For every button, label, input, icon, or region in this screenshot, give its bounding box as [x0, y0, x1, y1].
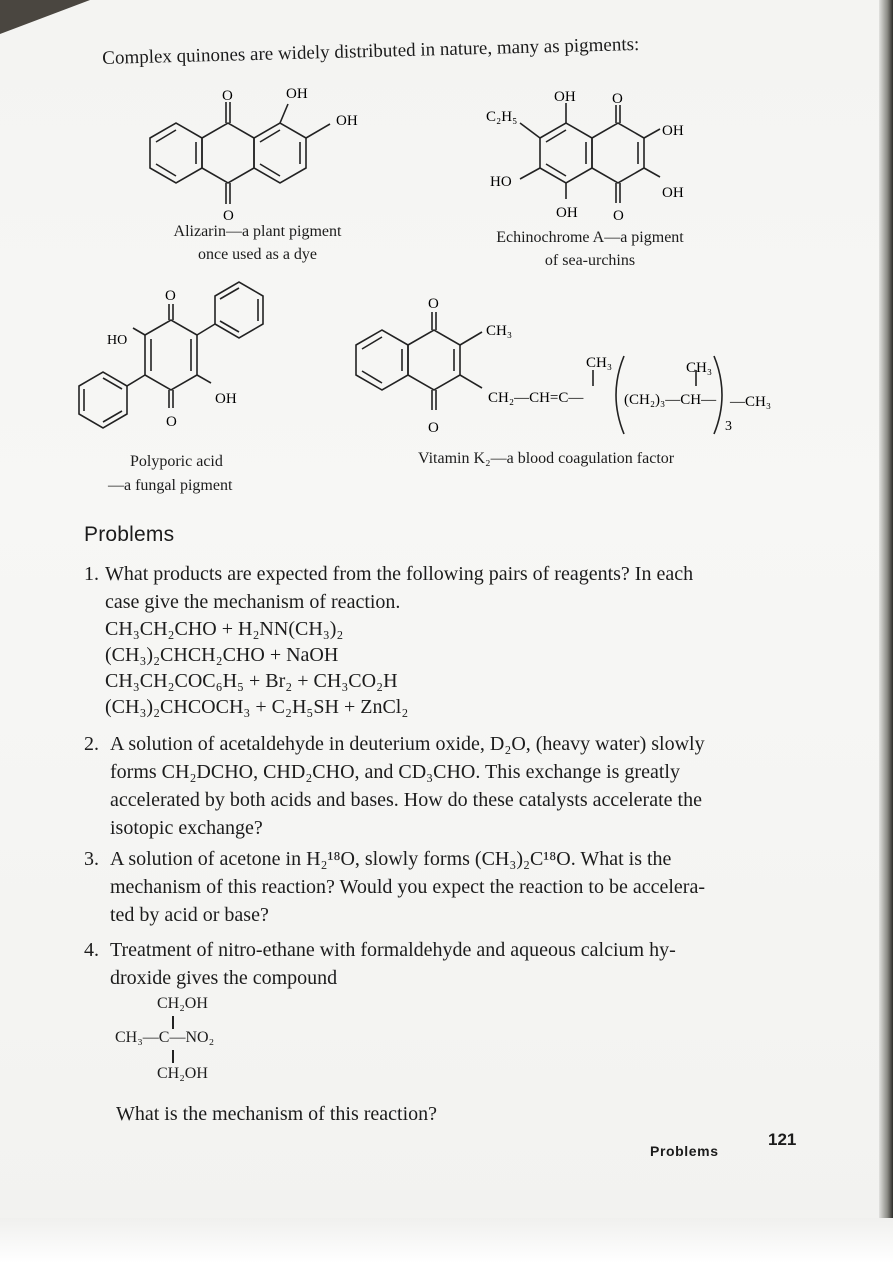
section-title: Problems — [84, 523, 175, 546]
problem-1-number: 1. — [84, 563, 99, 585]
vitamin-k2-chain-end: —CH₃ — [730, 394, 772, 410]
problem-1-reaction-3: CH₃CH₂COC₆H₅ + Br₂ + CH₃CO₂H — [105, 670, 398, 692]
alizarin-structure — [140, 80, 370, 225]
page-number: 121 — [768, 1130, 797, 1149]
compound-bond-bottom — [172, 1050, 174, 1063]
running-footer-label: Problems — [650, 1143, 719, 1159]
problem-2 — [84, 730, 789, 842]
problem-1-reaction-1: CH₃CH₂CHO + H₂NN(CH₃)₂ — [105, 618, 344, 640]
problem-1-reaction-4: (CH₃)₂CHCOCH₃ + C₂H₅SH + ZnCl₂ — [105, 696, 409, 718]
alizarin-o-top: O — [222, 88, 233, 104]
polyporic-caption — [108, 450, 233, 498]
echinochrome-c2h5: C₂H₅ — [486, 109, 518, 125]
compound-top-group: CH₂OH — [157, 995, 208, 1012]
polyporic-ho: HO — [107, 333, 128, 348]
vitamin-k2-o-bottom: O — [428, 420, 439, 436]
problem-3-line-3: ted by acid or base? — [110, 904, 269, 926]
problem-3-line-1: A solution of acetone in H₂¹⁸O, slowly forms (CH₃)₂C¹⁸O. What is the — [110, 848, 672, 870]
problem-1-reaction-2: (CH₃)₂CHCH₂CHO + NaOH — [105, 644, 339, 666]
compound-bottom-group: CH₂OH — [157, 1065, 208, 1082]
echinochrome-ho-left: HO — [490, 174, 512, 190]
polyporic-acid-structure — [75, 280, 285, 440]
problem-3-number: 3. — [84, 848, 99, 870]
echinochrome-oh-top: OH — [554, 89, 576, 105]
problem-4-closing: What is the mechanism of this reaction? — [116, 1103, 438, 1125]
problem-2-line-4: isotopic exchange? — [110, 817, 263, 839]
vitamin-k2-caption: Vitamin K₂—a blood coagulation factor — [418, 450, 675, 467]
vitamin-k2-ch3-b: CH₃ — [686, 360, 713, 376]
polyporic-caption-line2: —a fungal pigment — [108, 477, 233, 494]
problem-3-line-2: mechanism of this reaction? Would you expect the reaction to be accelera- — [110, 876, 705, 898]
vitamin-k2-repeat: 3 — [725, 419, 732, 434]
vitamin-k2-o-top: O — [428, 296, 439, 312]
polyporic-o-top: O — [165, 288, 176, 304]
compound-bond-top — [172, 1016, 174, 1029]
alizarin-oh-top: OH — [286, 86, 308, 102]
alizarin-caption-line1: Alizarin—a plant pigment — [173, 223, 342, 240]
echinochrome-caption-line1: Echinochrome A—a pigment — [496, 229, 684, 246]
problem-4-line-2: droxide gives the compound — [110, 967, 338, 989]
echinochrome-oh-right-bottom: OH — [662, 185, 684, 201]
vitamin-k2-chain-mid: (CH₂)₃—CH— — [624, 392, 717, 408]
alizarin-oh-right: OH — [336, 113, 358, 129]
polyporic-oh: OH — [215, 391, 237, 407]
problem-2-number: 2. — [84, 733, 99, 755]
problem-1 — [84, 560, 784, 720]
problem-4-compound — [115, 995, 255, 1090]
compound-center-group: CH₃—C—NO₂ — [115, 1029, 215, 1046]
binding-edge — [879, 0, 893, 1263]
problem-2-line-2: forms CH₂DCHO, CHD₂CHO, and CD₃CHO. This exchange is greatly — [110, 761, 680, 783]
polyporic-caption-line1: Polyporic acid — [130, 453, 223, 470]
page-bottom-margin — [0, 1218, 893, 1263]
problem-4-line-1: Treatment of nitro-ethane with formaldehyde and aqueous calcium hy- — [110, 939, 676, 961]
alizarin-caption — [150, 220, 365, 266]
problem-2-line-3: accelerated by both acids and bases. How do these catalysts accelerate the — [110, 789, 702, 811]
echinochrome-oh-bottom: OH — [556, 205, 578, 221]
alizarin-caption-line2: once used as a dye — [197, 246, 318, 263]
problem-4-number: 4. — [84, 939, 99, 961]
echinochrome-caption — [475, 226, 705, 272]
polyporic-o-bottom: O — [166, 414, 177, 430]
vitamin-k2-ch3-ring: CH₃ — [486, 323, 513, 339]
echinochrome-structure — [480, 85, 710, 225]
echinochrome-oh-right-top: OH — [662, 123, 684, 139]
problem-3 — [84, 845, 794, 929]
vitamin-k2-structure — [350, 290, 805, 440]
problem-1-line-1: What products are expected from the following pairs of reagents? In each — [105, 563, 694, 585]
problem-2-line-1: A solution of acetaldehyde in deuterium oxide, D₂O, (heavy water) slowly — [110, 733, 705, 755]
vitamin-k2-ch3-a: CH₃ — [586, 355, 613, 371]
echinochrome-o-top: O — [612, 91, 623, 107]
page-corner-shadow — [0, 0, 90, 34]
problem-1-line-2: case give the mechanism of reaction. — [105, 591, 401, 613]
echinochrome-o-bottom: O — [613, 208, 624, 224]
problem-4 — [84, 936, 794, 992]
intro-text: Complex quinones are widely distributed in nature, many as pigments: — [102, 33, 640, 69]
vitamin-k2-chain-start: CH₂—CH=C— — [488, 390, 584, 406]
echinochrome-caption-line2: of sea-urchins — [544, 252, 636, 269]
alizarin-o-bottom: O — [223, 208, 234, 224]
